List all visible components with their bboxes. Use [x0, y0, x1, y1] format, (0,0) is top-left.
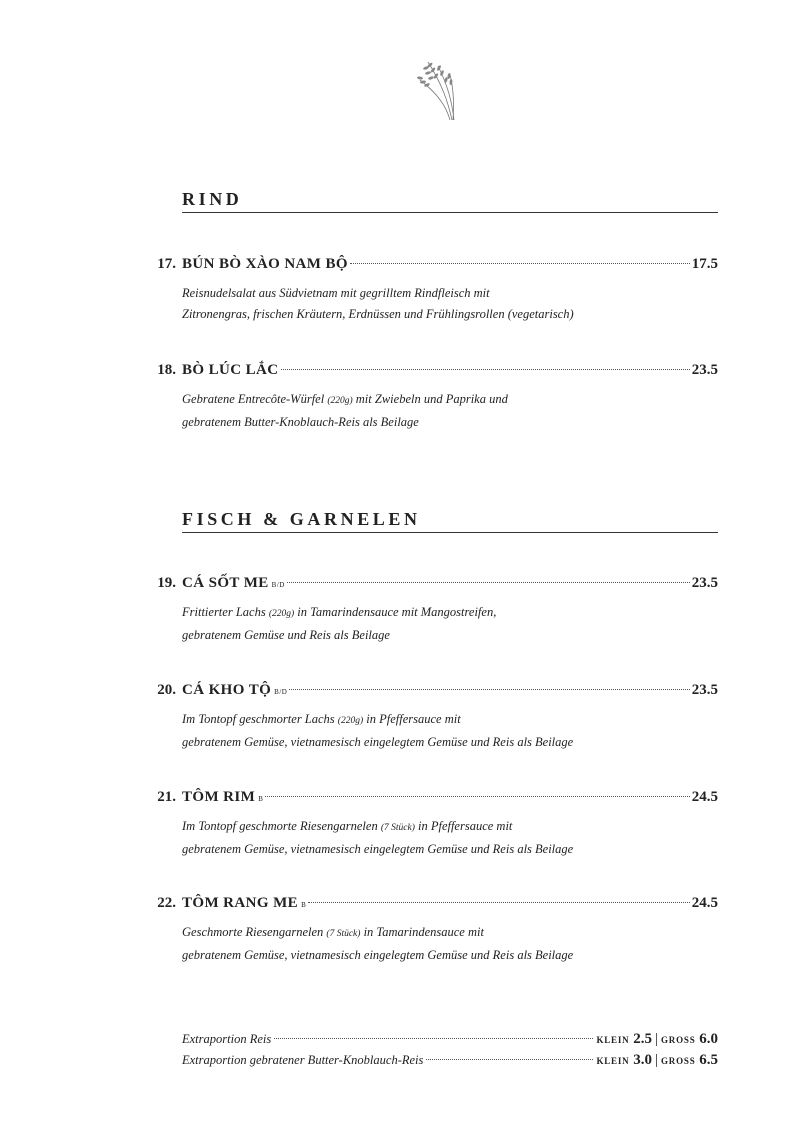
item-name: BÒ LÚC LẮC	[182, 362, 279, 378]
menu-item-header	[140, 895, 718, 917]
rice-plant-icon	[408, 56, 460, 122]
extras-list	[182, 1031, 718, 1073]
dot-leader	[265, 796, 689, 797]
description-line	[182, 412, 718, 433]
size-large-price: 6.5	[699, 1052, 718, 1068]
menu-item	[140, 256, 718, 324]
item-number: 18.	[157, 362, 176, 378]
item-name: CÁ SỐT ME	[182, 575, 269, 591]
portion-size: (220g)	[337, 716, 364, 726]
description-line	[182, 816, 718, 839]
menu-item	[140, 789, 718, 859]
menu-item	[140, 575, 718, 645]
description-text: Frittierter Lachs	[182, 605, 269, 619]
description-line	[182, 922, 718, 945]
item-price: 23.5	[691, 682, 718, 698]
extra-prices	[596, 1052, 718, 1069]
extra-label: Extraportion Reis	[182, 1032, 272, 1046]
description-line	[182, 602, 718, 625]
menu-item-header	[140, 789, 718, 811]
dot-leader	[274, 1038, 593, 1039]
dot-leader	[287, 582, 690, 583]
allergen-mark: B	[301, 901, 307, 909]
description-text: Geschmorte Riesengarnelen	[182, 925, 327, 939]
extra-prices	[596, 1031, 718, 1048]
menu-item	[140, 682, 718, 752]
description-text: gebratenem Gemüse, vietnamesisch eingelegtem Gemüse und Reis als Beilage	[182, 841, 574, 856]
description-line	[182, 625, 718, 646]
item-description	[182, 602, 718, 645]
menu-item-header	[140, 256, 718, 278]
portion-size: (7 Stück)	[326, 929, 361, 939]
menu-item-header	[140, 575, 718, 597]
description-line	[182, 283, 718, 304]
description-text: gebratenem Gemüse und Reis als Beilage	[182, 627, 390, 642]
item-price: 23.5	[691, 362, 718, 378]
price-separator: |	[654, 1031, 658, 1047]
dot-leader	[289, 689, 689, 690]
item-number: 22.	[157, 895, 176, 911]
description-text: Reisnudelsalat aus Südvietnam mit gegrilltem Rindfleisch mit	[182, 286, 490, 300]
portion-size: (7 Stück)	[380, 823, 415, 833]
item-number: 19.	[157, 575, 176, 591]
menu-item	[140, 362, 718, 432]
item-price: 17.5	[691, 256, 718, 272]
description-line	[182, 839, 718, 860]
dot-leader	[281, 369, 690, 370]
size-small-label: KLEIN	[596, 1056, 630, 1066]
item-name: CÁ KHO TỘ	[182, 682, 272, 698]
description-text: in Tamarindensauce mit Mangostreifen,	[294, 605, 497, 619]
item-description	[182, 283, 718, 324]
item-price: 23.5	[691, 575, 718, 591]
allergen-mark: B	[258, 795, 264, 803]
dot-leader	[308, 902, 690, 903]
size-small-price: 3.0	[633, 1052, 652, 1068]
item-description	[182, 816, 718, 859]
item-name: TÔM RANG ME	[182, 895, 299, 911]
dot-leader	[350, 263, 690, 264]
section-title: FISCH & GARNELEN	[182, 508, 718, 533]
allergen-mark: B/D	[274, 688, 288, 696]
description-text: gebratenem Gemüse, vietnamesisch eingelegtem Gemüse und Reis als Beilage	[182, 734, 574, 749]
description-line	[182, 389, 718, 412]
extra-item	[182, 1031, 718, 1052]
item-name: TÔM RIM	[182, 789, 256, 805]
description-text: in Pfeffersauce mit	[414, 819, 513, 833]
description-line	[182, 709, 718, 732]
item-number: 20.	[157, 682, 176, 698]
item-price: 24.5	[691, 789, 718, 805]
extra-item	[182, 1052, 718, 1073]
description-text: in Pfeffersauce mit	[363, 712, 461, 726]
description-text: mit Zwiebeln und Paprika und	[352, 392, 508, 406]
size-large-label: GROSS	[660, 1035, 696, 1045]
extra-label: Extraportion gebratener Butter-Knoblauch-Reis	[182, 1053, 424, 1067]
portion-size: (220g)	[327, 396, 353, 406]
description-line	[182, 945, 718, 966]
description-line	[182, 304, 718, 325]
size-large-price: 6.0	[699, 1031, 718, 1047]
description-text: Im Tontopf geschmorter Lachs	[182, 712, 338, 726]
size-small-price: 2.5	[633, 1031, 652, 1047]
description-text: Im Tontopf geschmorte Riesengarnelen	[182, 819, 381, 833]
description-text: Gebratene Entrecôte-Würfel	[182, 392, 328, 406]
section-title: RIND	[182, 188, 718, 213]
menu-item	[140, 895, 718, 965]
item-price: 24.5	[691, 895, 718, 911]
item-description	[182, 709, 718, 752]
item-description	[182, 922, 718, 965]
item-name: BÚN BÒ XÀO NAM BỘ	[182, 256, 348, 272]
description-line	[182, 732, 718, 753]
menu-item-header	[140, 682, 718, 704]
item-description	[182, 389, 718, 432]
size-large-label: GROSS	[660, 1056, 696, 1066]
description-text: gebratenem Butter-Knoblauch-Reis als Beilage	[182, 414, 419, 429]
dot-leader	[426, 1059, 593, 1060]
price-separator: |	[654, 1052, 658, 1068]
description-text: Zitronengras, frischen Kräutern, Erdnüssen und Frühlingsrollen (vegetarisch)	[182, 306, 574, 321]
allergen-mark: B/D	[271, 581, 285, 589]
item-number: 21.	[157, 789, 176, 805]
size-small-label: KLEIN	[596, 1035, 630, 1045]
description-text: gebratenem Gemüse, vietnamesisch eingelegtem Gemüse und Reis als Beilage	[182, 947, 574, 962]
description-text: in Tamarindensauce mit	[360, 925, 484, 939]
menu-item-header	[140, 362, 718, 384]
item-number: 17.	[157, 256, 176, 272]
portion-size: (220g)	[268, 609, 295, 619]
